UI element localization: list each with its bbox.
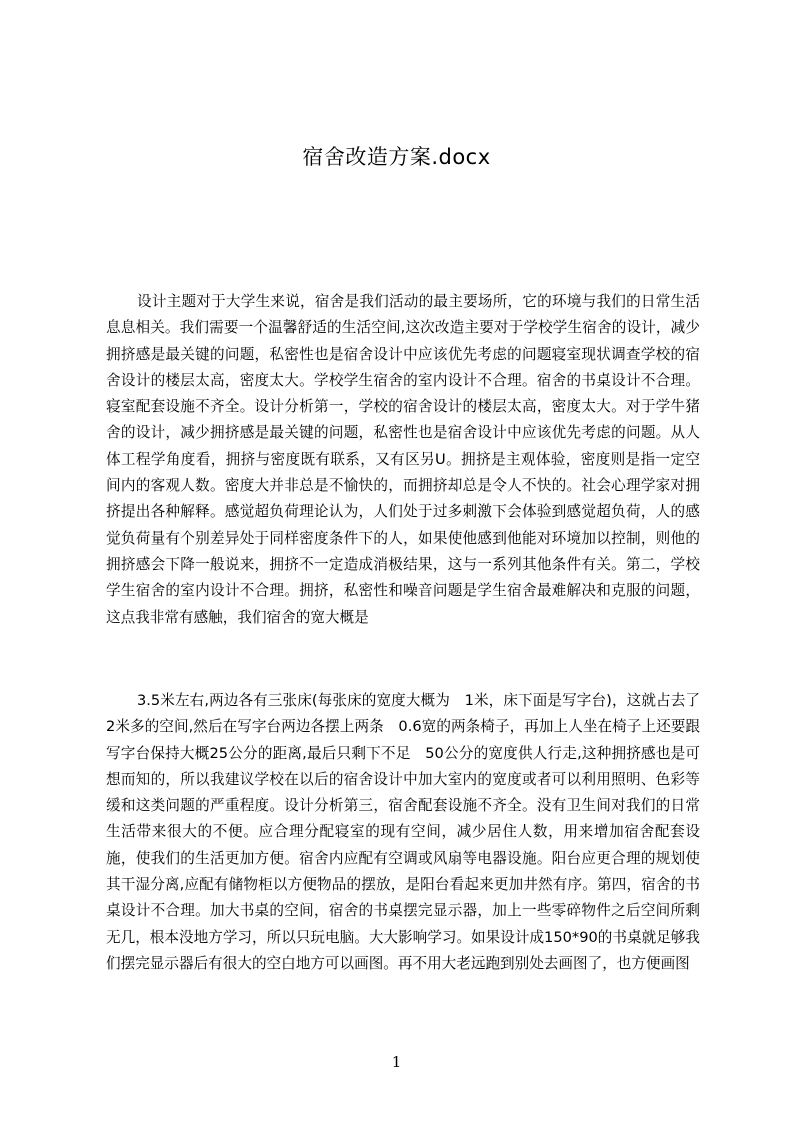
page-number: 1 <box>391 1053 402 1071</box>
body-paragraph-1: 设计主题对于大学生来说，宿舍是我们活动的最主要场所，它的环境与我们的日常生活息息相关。我们需要一个温馨舒适的生活空间,这次改造主要对于学校学生宿舍的设计，减少拥挤感是最关键的问题，私密性也是宿舍设计中应该优先考虑的问题寝室现状调查学校的宿舍设计的楼层太高，密度太大。学校学生宿舍的室内设计不合理。宿舍的书桌设计不合理。寝室配套设施不齐全。设计分析第一，学校的宿舍设计的楼层太高，密度太大。对于学牛猪舍的设计，减少拥挤感是最关键的问题，私密性也是宿舍设计中应该优先考虑的问题。从人体工程学角度看，拥挤与密度既有联系，又有区另U。拥挤是主观体验，密度则是指一定空间内的客观人数。密度大并非总是不愉快的，而拥挤却总是令人不快的。社会心理学家对拥挤提出各种解释。感觉超负荷理论认为，人们处于过多刺激下会体验到感觉超负荷，人的感觉负荷量有个别差异处于同样密度条件下的人，如果使他感到他能对环境加以控制，则他的拥挤感会下降一般说来，拥挤不一定造成消极结果，这与一系列其他条件有关。第二，学校学生宿舍的室内设计不合理。拥挤，私密性和噪音问题是学生宿舍最难解决和克服的问题，这点我非常有感触，我们宿舍的宽大概是 <box>106 293 700 626</box>
body-paragraph-2: 3.5米左右,两边各有三张床(每张床的宽度大概为 1米，床下面是写字台)，这就占去了2米多的空间,然后在写字台两边各摆上两条 0.6宽的两条椅子，再加上人坐在椅子上还要跟写字台保持大概25公分的距离,最后只剩下不足 50公分的宽度供人行走,这种拥挤感也是可想而知的，所以我建议学校在以后的宿舍设计中加大室内的宽度或者可以利用照明、色彩等缓和这类问题的严重程度。设计分析第三，宿舍配套设施不齐全。没有卫生间对我们的日常生活带来很大的不便。应合理分配寝室的现有空间，减少居住人数，用来增加宿舍配套设施，使我们的生活更加方便。宿舍内应配有空调或风扇等电器设施。阳台应更合理的规划使其干湿分离,应配有储物柜以方便物品的摆放，是阳台看起来更加井然有序。第四，宿舍的书桌设计不合理。加大书桌的空间，宿舍的书桌摆完显示器，加上一些零碎物件之后空间所剩无几，根本没地方学习，所以只玩电脑。大大影响学习。如果设计成150*90的书桌就足够我们摆完显示器后有很大的空白地方可以画图。再不用大老远跑到别处去画图了，也方便画图 <box>106 692 700 972</box>
document-title: 宿舍改造方案.docx <box>302 145 491 169</box>
